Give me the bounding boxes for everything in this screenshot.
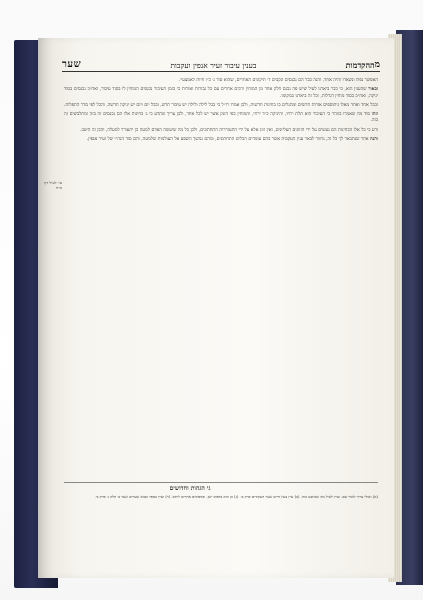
paragraph — [64, 137, 378, 143]
paragraph-lead: וזהו — [371, 112, 378, 117]
paragraph-text: אחר שנתבאר לך כל זה, נחזור לבאר ענין העקבות אשר בהם עומדים הכלים התחתונים, ומהם נמשך השפע אל העולמות שלמטה, והם סוד הנה״י של זעיר אנפין. — [86, 136, 369, 142]
paragraph-text: שהענין הוא, כי כבר ביארנו לעיל שיש פה נכנס חלק אחד מן המוחין ורבים אחרים עם כל גבורות ואורות כי בזמן העיבור נכנסים המוחין לו בסוד עיבור, ואח״כ נכנסים בסוד יניקה, ואח״כ בסוד מוחין דגדלות, וכל זה ביארנו במקומו. — [64, 87, 378, 99]
margin-note: עי׳ לעיל דף מ״ה — [44, 180, 62, 190]
paragraph — [64, 78, 378, 84]
header-subtitle: בענין עיבור זעיר אנפין ועקבות — [170, 61, 257, 70]
paragraph-text: ודע כי כל אלו הבחינות הם נעשים על ידי הזווגים העליונים, ואין זווג אלא על ידי התעוררות התחתונים, ולכן כל מה שיעשה האדם למטה כן יתעורר למעלה, והבן זה היטב. — [80, 127, 378, 133]
paragraph-text: סוד מה שאמרו בזוהר כי העיבור הוא תלת ירחי, והיניקה כ״ד ירחי, והמוחין כפי הזמן אשר יש לכל אחד, ולכן צריך שתדע כי ג׳ בחינות אלו הם נכנסים זה בזה ומתלבשים זה בזה. — [64, 112, 378, 124]
footnote-title: גי הגהות וחדושים — [169, 485, 211, 492]
book-title: ההקדמות — [345, 60, 375, 70]
paragraph-lead: ובאור — [368, 87, 378, 93]
paragraph-text: ובכל אחד ואחד מאלו ניתוספים אורות חדשים ומתגלים בו בחינות חדשות, ולכן אמרו רז״ל כי בכל לילה ולילה יש עיבור חדש, ובכל יום ויום יש יניקה חדשה, והכל לפי סדר התפלות. — [64, 102, 378, 108]
section-title: שער — [62, 59, 82, 70]
footnote-rule — [64, 482, 378, 483]
footnotes-text: (א) ואולי צריך לומר שם. ועיין לעיל מה שכתבנו בזה. (ב) עיין בעץ חיים שער העקודים פרק ב׳. (ג) כן הוא בדפוס ישן, ובדפוסים אחרים ליתא. (ד) ועיין בספר מבוא שערים שער ב׳ חלק ג׳ פרק ב׳. — [94, 494, 378, 499]
running-header — [62, 52, 380, 70]
paragraph — [64, 87, 378, 100]
paragraph-text: האפשר נפלו ונשארו והיה אחד, והנה כבר הם נכנסים ונקבים ד׳ תיקונים האחרים, שהוא סוד ג׳ כ״ו חיות לאמצעי׳. — [178, 78, 378, 83]
page-number: מ — [374, 60, 380, 70]
paragraph — [64, 112, 378, 125]
paragraph — [64, 103, 378, 109]
header-rule — [62, 71, 380, 72]
main-text — [64, 78, 378, 478]
paragraph-lead: והנה — [370, 136, 378, 142]
paragraph — [64, 128, 378, 134]
